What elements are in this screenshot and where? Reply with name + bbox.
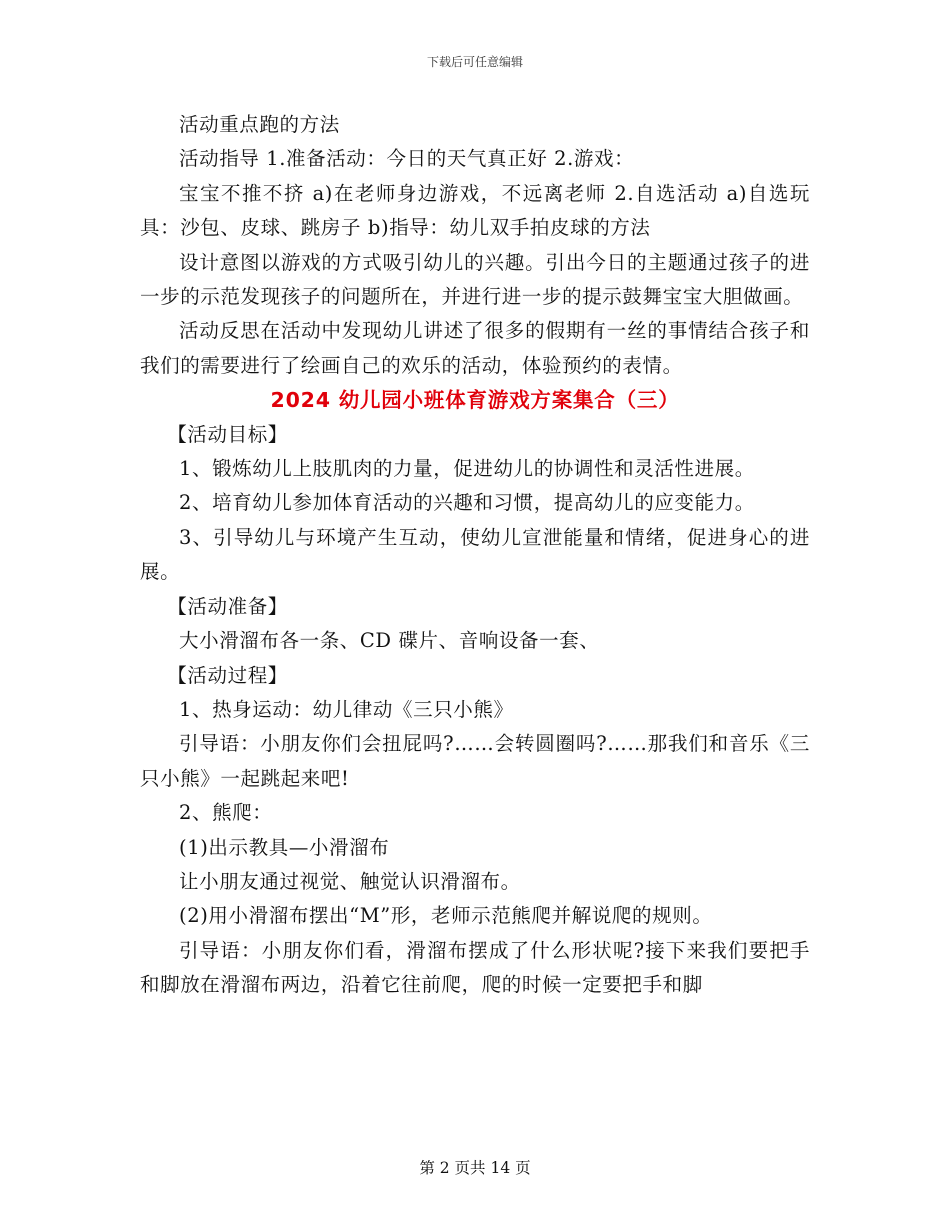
section-heading: 2024 幼儿园小班体育游戏方案集合（三） xyxy=(270,388,680,413)
process-step-2: 2、熊爬： xyxy=(179,801,273,825)
process-step-2-1-detail: 让小朋友通过视觉、触觉认识滑溜布。 xyxy=(179,869,521,893)
process-step-2-2: (2)用小滑溜布摆出“M”形，老师示范熊爬并解说爬的规则。 xyxy=(179,904,713,928)
document-body xyxy=(140,108,810,1003)
preparation-items: 大小滑溜布各一条、CD 碟片、音响设备一套、 xyxy=(179,629,600,653)
goal-item-3: 3、引导幼儿与环境产生互动，使幼儿宣泄能量和情绪，促进身心的进展。 xyxy=(140,525,810,584)
goal-item-1: 1、锻炼幼儿上肢肌肉的力量，促进幼儿的协调性和灵活性进展。 xyxy=(179,457,755,481)
label-activity-preparation: 【活动准备】 xyxy=(167,594,288,618)
page-header: 下载后可任意编辑 xyxy=(426,55,523,69)
paragraph-guidance: 活动指导 1.准备活动：今日的天气真正好 2.游戏： xyxy=(179,147,635,171)
process-step-1-guide: 引导语：小朋友你们会扭屁吗?……会转圆圈吗?……那我们和音乐《三只小熊》一起跳起来吧! xyxy=(140,732,810,790)
paragraph-design-intent: 设计意图以游戏的方式吸引幼儿的兴趣。引出今日的主题通过孩子的进一步的示范发现孩子的问题所在，并进行进一步的提示鼓舞宝宝大胆做画。 xyxy=(140,250,810,309)
page-footer: 第 2 页共 14 页 xyxy=(419,1159,531,1177)
label-activity-process: 【活动过程】 xyxy=(167,663,288,687)
process-step-2-2-guide: 引导语：小朋友你们看，滑溜布摆成了什么形状呢?接下来我们要把手和脚放在滑溜布两边，沿着它往前爬，爬的时候一定要把手和脚 xyxy=(140,938,810,997)
process-step-1: 1、热身运动：幼儿律动《三只小熊》 xyxy=(179,697,514,721)
goal-item-2: 2、培育幼儿参加体育活动的兴趣和习惯，提高幼儿的应变能力。 xyxy=(179,491,755,515)
label-activity-goals: 【活动目标】 xyxy=(167,422,288,446)
paragraph-reflection: 活动反思在活动中发现幼儿讲述了很多的假期有一丝的事情结合孩子和我们的需要进行了绘画自己的欢乐的活动，体验预约的表情。 xyxy=(140,319,810,377)
paragraph-key-point: 活动重点跑的方法 xyxy=(179,113,340,136)
paragraph-game-rules: 宝宝不推不挤 a)在老师身边游戏，不远离老师 2.自选活动 a)自选玩具：沙包、皮球、跳房子 b)指导：幼儿双手拍皮球的方法 xyxy=(140,181,810,240)
process-step-2-1: (1)出示教具—小滑溜布 xyxy=(179,835,390,859)
